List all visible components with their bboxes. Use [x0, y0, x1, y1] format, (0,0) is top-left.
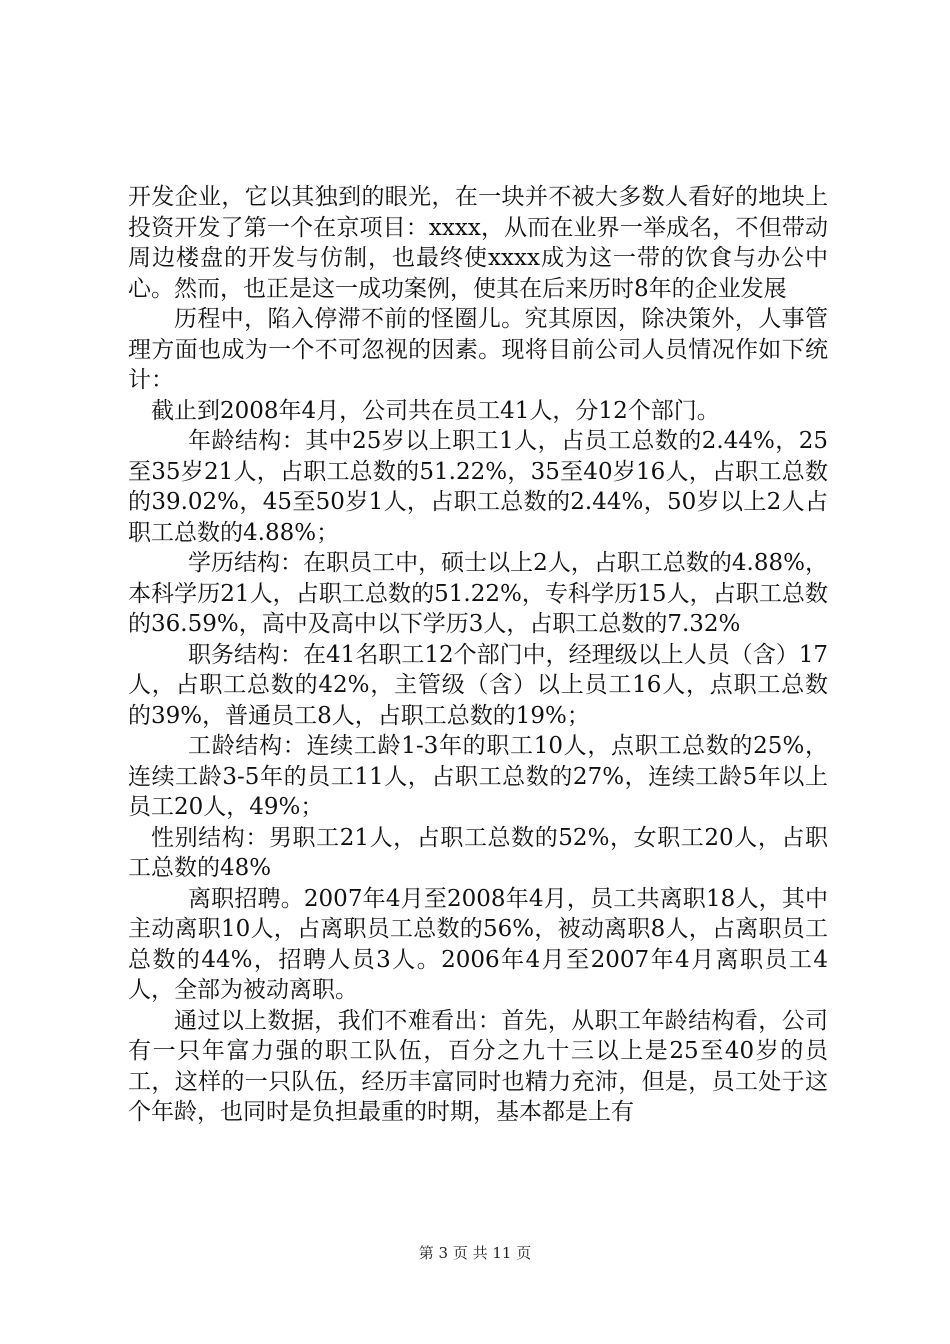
paragraph-seniority-structure: 工龄结构：连续工龄1-3年的职工10人，点职工总数的25%，连续工龄3-5年的员工11人，占职工总数的27%，连续工龄5年以上员工20人，49%； — [128, 733, 828, 820]
paragraph-gender-structure: 性别结构：男职工21人，占职工总数的52%，女职工20人，占职工总数的48% — [128, 824, 828, 881]
paragraph-education-structure: 学历结构：在职员工中，硕士以上2人，占职工总数的4.88%，本科学历21人，占职工总数的51.22%，专科学历15人，占职工总数的36.59%，高中及高中以下学历3人，占职工总数的7.32% — [128, 550, 828, 637]
paragraph-staff-summary: 截止到2008年4月，公司共在员工41人，分12个部门。 — [151, 397, 720, 424]
paragraph-turnover-recruitment: 离职招聘。2007年4月至2008年4月，员工共离职18人，其中主动离职10人，占离职员工总数的56%，被动离职8人，占离职员工总数的44%，招聘人员3人。2006年4月至2007年4月离职员工4人，全部为被动离职。 — [128, 885, 828, 1003]
paragraph-age-structure: 年龄结构：其中25岁以上职工1人，占员工总数的2.44%，25至35岁21人，占职工总数的51.22%，35至40岁16人，占职工总数的39.02%，45至50岁1人，占职工总数的2.44%，50岁以上2人占职工总数的4.88%； — [128, 428, 828, 546]
paragraph-analysis: 通过以上数据，我们不难看出：首先，从职工年龄结构看，公司有一只年富力强的职工队伍，百分之九十三以上是25至40岁的员工，这样的一只队伍，经历丰富同时也精力充沛，但是，员工处于这个年龄，也同时是负担最重的时期，基本都是上有 — [128, 1007, 828, 1125]
paragraph-intro-continued: 开发企业，它以其独到的眼光，在一块并不被大多数人看好的地块上投资开发了第一个在京项目：xxxx，从而在业界一举成名，不但带动周边楼盘的开发与仿制，也最终使xxxx成为这一带的饮食与办公中心。然而，也正是这一成功案例，使其在后来历时8年的企业发展 — [128, 184, 828, 302]
paragraph-position-structure: 职务结构：在41名职工12个部门中，经理级以上人员（含）17人，占职工总数的42%，主管级（含）以上员工16人，点职工总数的39%，普通员工8人，占职工总数的19%； — [128, 641, 828, 729]
body-text — [128, 182, 828, 1128]
page-footer: 第 3 页 共 11 页 — [418, 1244, 532, 1262]
paragraph-history: 历程中，陷入停滞不前的怪圈儿。究其原因，除决策外，人事管理方面也成为一个不可忽视的因素。现将目前公司人员情况作如下统计： — [128, 306, 828, 393]
